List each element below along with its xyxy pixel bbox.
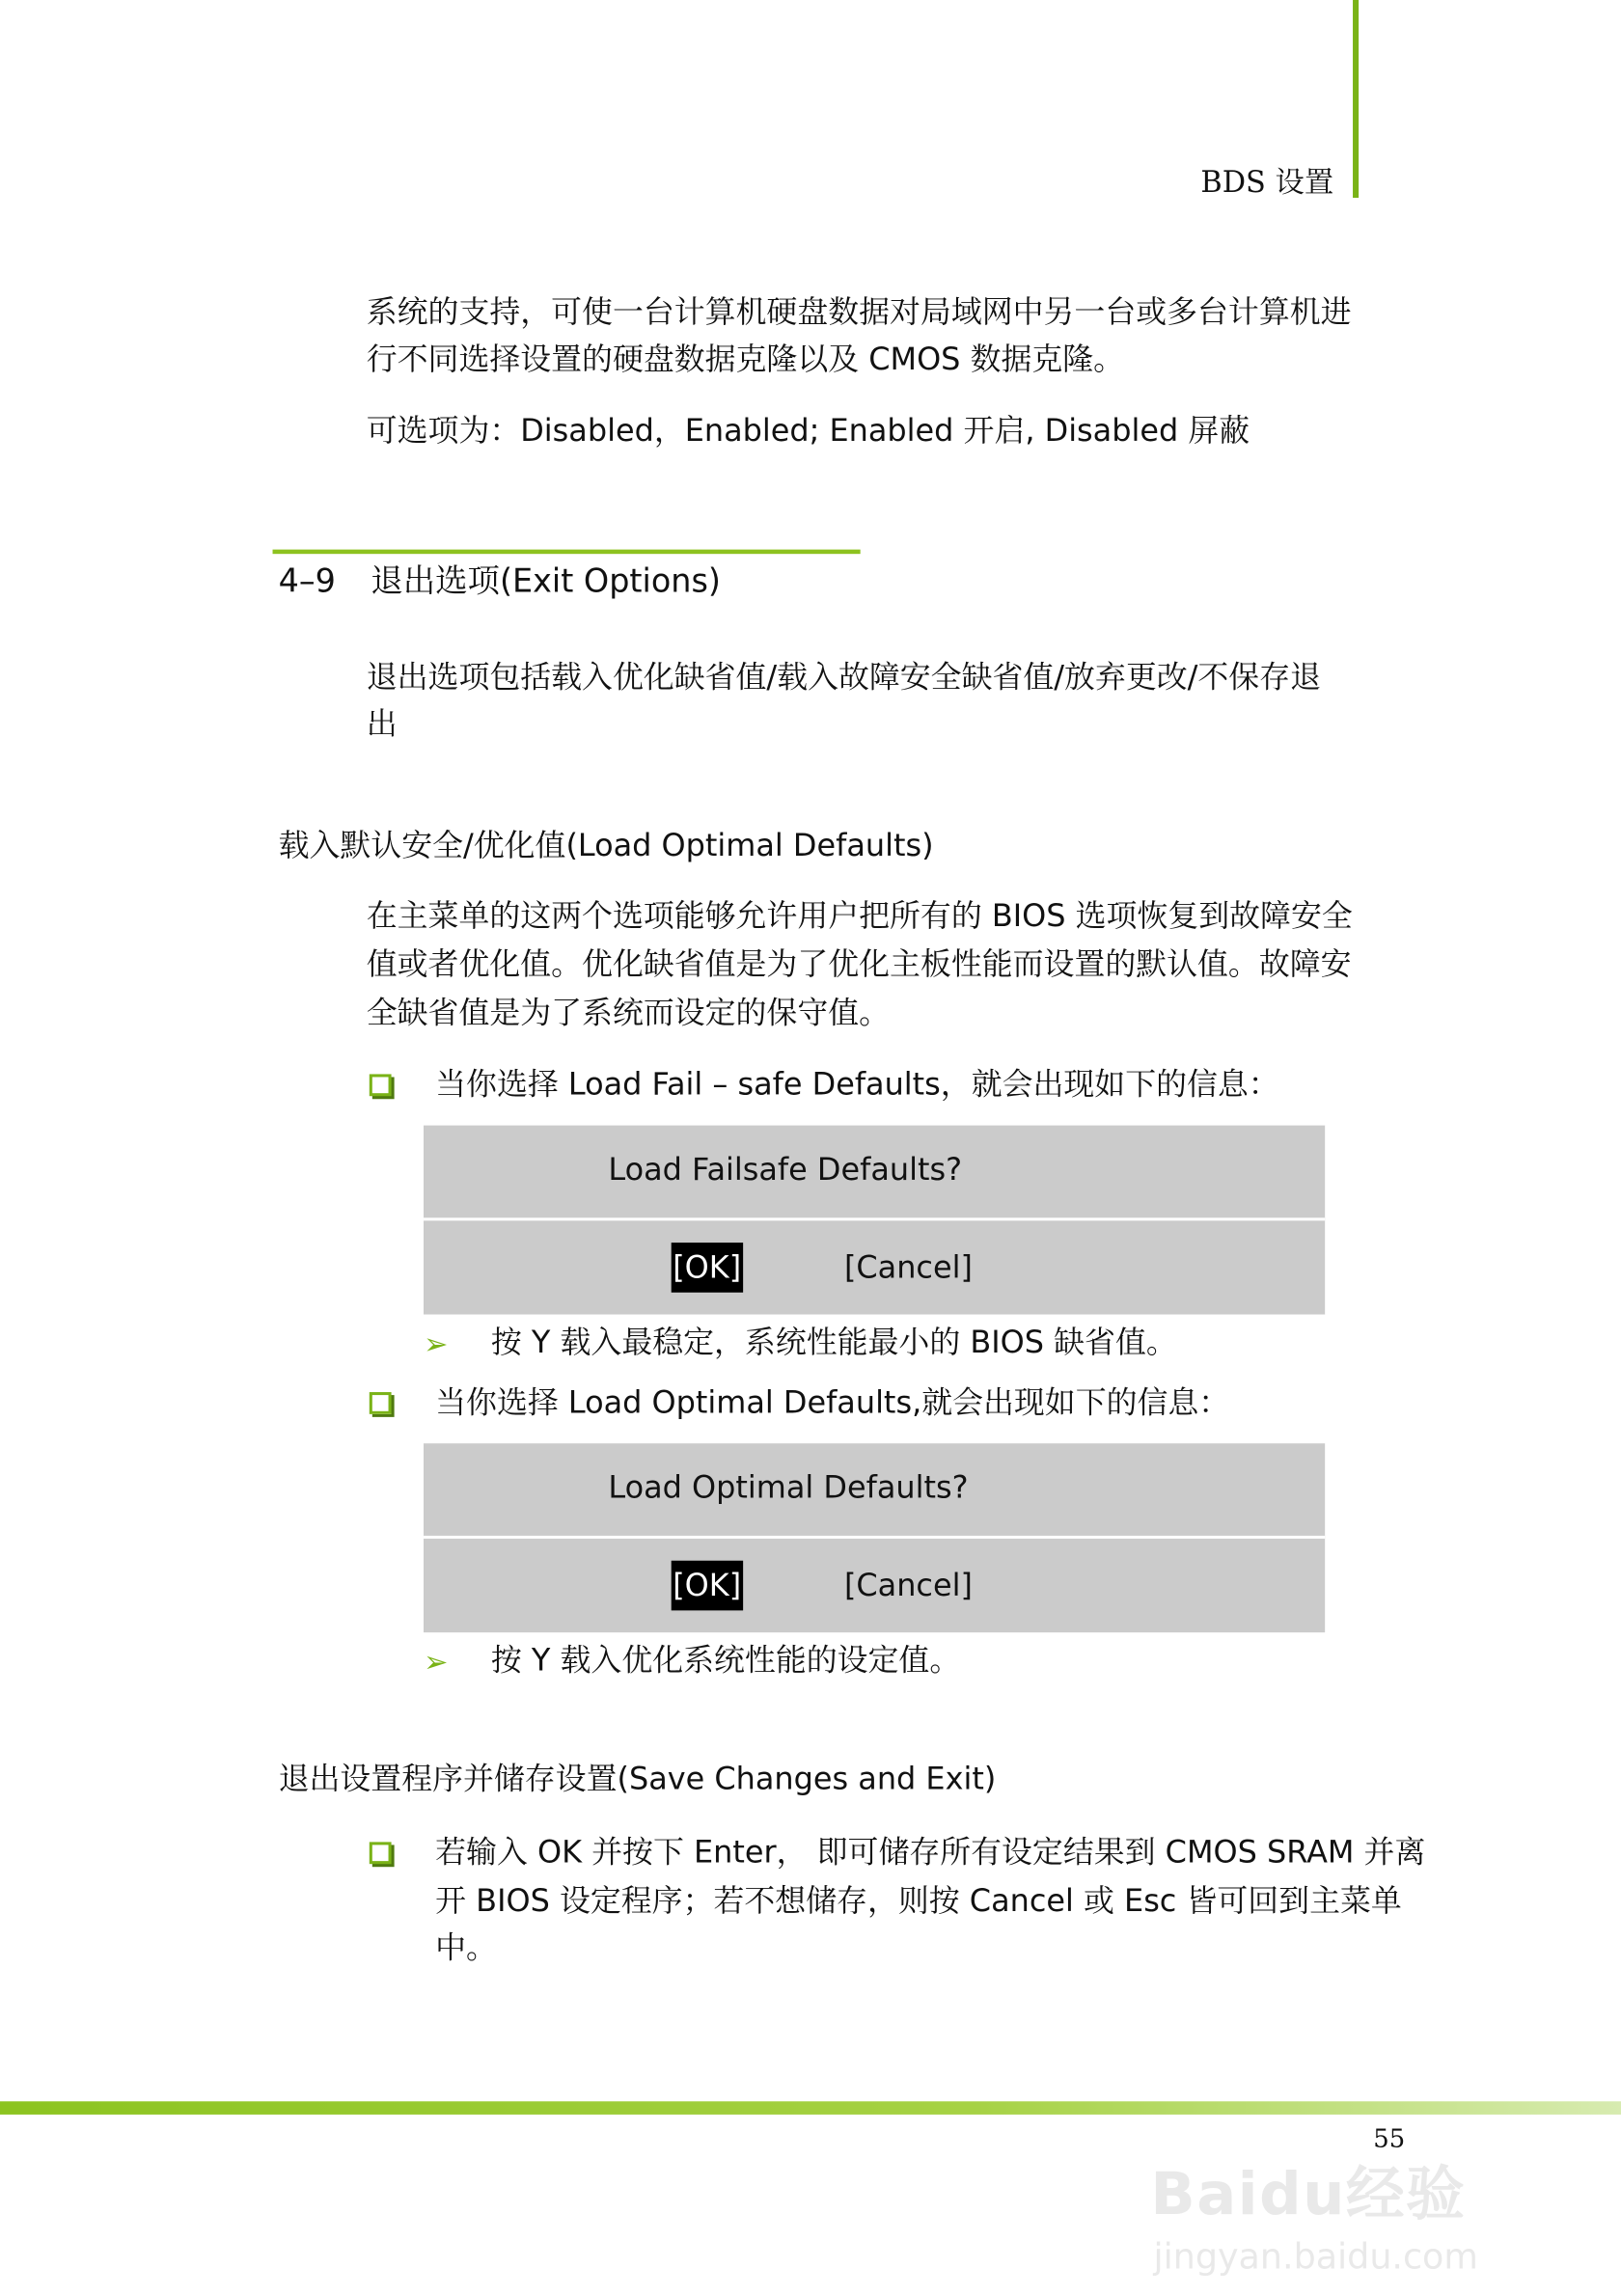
checkbox-bullet-icon <box>370 1074 392 1096</box>
ok-button[interactable]: [OK] <box>672 1243 743 1293</box>
section-number: 4–9 <box>278 563 336 601</box>
watermark <box>1150 2161 1590 2290</box>
dialog-divider <box>424 1536 1325 1539</box>
dialog-title: Load Failsafe Defaults? <box>608 1151 963 1188</box>
bullet-text: 当你选择 Load Fail – safe Defaults，就会出现如下的信息： <box>435 1066 1279 1103</box>
load-defaults-desc: 全缺省值是为了系统而设定的保守值。 <box>366 995 891 1030</box>
load-defaults-desc: 值或者优化值。优化缺省值是为了优化主板性能而设置的默认值。故障安 <box>366 946 1352 982</box>
save-exit-heading: 退出设置程序并储存设置(Save Changes and Exit) <box>278 1761 997 1797</box>
intro-line: 行不同选择设置的硬盘数据克隆以及 CMOS 数据克隆。 <box>366 341 1125 377</box>
watermark-url: jingyan.baidu.com <box>1153 2235 1478 2278</box>
arrow-bullet-icon: ➢ <box>423 1326 449 1362</box>
save-exit-line: 若输入 OK 并按下 Enter， 即可储存所有设定结果到 CMOS SRAM 并离 <box>435 1834 1426 1871</box>
load-defaults-desc: 在主菜单的这两个选项能够允许用户把所有的 BIOS 选项恢复到故障安全 <box>366 898 1353 934</box>
header-divider <box>1353 0 1359 198</box>
intro-options: 可选项为：Disabled，Enabled; Enabled 开启, Disabled 屏蔽 <box>366 413 1250 449</box>
optimal-dialog <box>424 1443 1325 1632</box>
cancel-button[interactable]: [Cancel] <box>843 1249 973 1286</box>
cancel-button[interactable]: [Cancel] <box>843 1568 973 1603</box>
arrow-bullet-icon: ➢ <box>423 1644 449 1680</box>
note-text: 按 Y 载入最稳定，系统性能最小的 BIOS 缺省值。 <box>490 1325 1177 1360</box>
dialog-divider <box>424 1217 1325 1220</box>
dialog-title: Load Optimal Defaults? <box>608 1469 969 1506</box>
section-desc: 退出选项包括载入优化缺省值/载入故障安全缺省值/放弃更改/不保存退 <box>366 659 1321 696</box>
failsafe-dialog <box>424 1126 1325 1315</box>
footer-bar <box>0 2101 1621 2115</box>
checkbox-bullet-icon <box>370 1392 392 1414</box>
watermark-brand: Baidu经验 <box>1150 2161 1467 2229</box>
checkbox-bullet-icon <box>370 1842 392 1864</box>
note-text: 按 Y 载入优化系统性能的设定值。 <box>490 1642 961 1679</box>
save-exit-line: 开 BIOS 设定程序；若不想储存，则按 Cancel 或 Esc 皆可回到主菜单 <box>435 1882 1402 1919</box>
ok-button[interactable]: [OK] <box>672 1561 743 1611</box>
section-title: 退出选项(Exit Options) <box>371 563 721 601</box>
save-exit-line: 中。 <box>435 1929 497 1965</box>
section-desc: 出 <box>366 706 398 742</box>
load-defaults-heading: 载入默认安全/优化值(Load Optimal Defaults) <box>278 828 934 863</box>
header-title: BDS 设置 <box>1200 164 1334 200</box>
section-rule <box>273 550 861 555</box>
intro-line: 系统的支持，可使一台计算机硬盘数据对局域网中另一台或多台计算机进 <box>366 294 1352 330</box>
bullet-text: 当你选择 Load Optimal Defaults,就会出现如下的信息： <box>435 1384 1230 1420</box>
page-number: 55 <box>1373 2124 1406 2154</box>
